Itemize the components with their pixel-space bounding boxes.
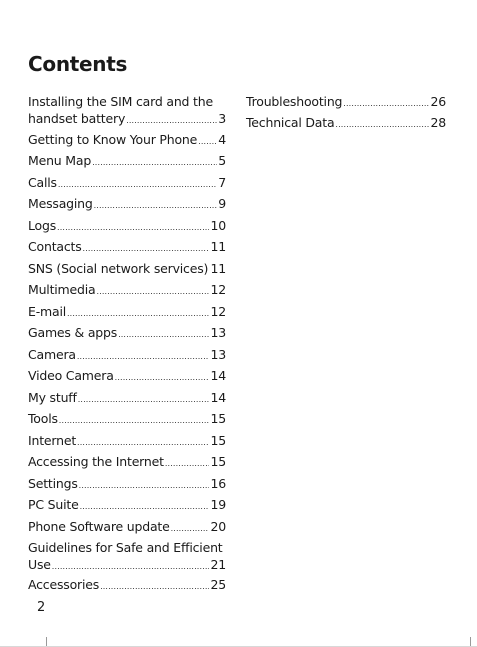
leader-dots [335, 116, 429, 133]
toc-entry[interactable] [28, 281, 226, 300]
toc-entry-page: 10 [210, 218, 226, 233]
toc-entry-page: 15 [210, 454, 226, 469]
leader-dots [80, 498, 210, 515]
toc-entry-label: Settings [28, 476, 78, 491]
page-number: 2 [37, 600, 46, 615]
toc-entry-page: 12 [210, 282, 226, 297]
toc-entry[interactable] [28, 518, 226, 537]
leader-dots [67, 305, 209, 322]
toc-entry-page: 14 [210, 368, 226, 383]
toc-entry-label: PC Suite [28, 497, 79, 512]
toc-entry[interactable] [28, 238, 226, 257]
toc-entry-label: Accessories [28, 577, 100, 592]
toc-entry-page: 13 [210, 347, 226, 362]
toc-entry[interactable] [28, 389, 226, 408]
toc-entry-page: 26 [430, 94, 446, 109]
leader-dots [118, 326, 209, 343]
toc-entry-label: handset battery [28, 111, 126, 126]
leader-dots [100, 578, 209, 595]
toc-entry[interactable] [28, 496, 226, 515]
toc-entry-page: 21 [210, 557, 226, 572]
toc-entry-label: Getting to Know Your Phone [28, 132, 198, 147]
toc-entry[interactable] [28, 367, 226, 386]
toc-entry-label: Camera [28, 347, 76, 362]
leader-dots [77, 434, 209, 451]
leader-dots [58, 176, 217, 193]
page-title: Contents [28, 52, 128, 76]
toc-entry-label: Games & apps [28, 325, 118, 340]
toc-entry-label-line1: Installing the SIM card and the [28, 94, 213, 109]
leader-dots [343, 95, 429, 112]
toc-entry-page: 12 [210, 304, 226, 319]
toc-entry-page: 15 [210, 433, 226, 448]
leader-dots [92, 154, 217, 171]
leader-dots [52, 558, 210, 575]
toc-entry[interactable] [28, 539, 226, 575]
toc-entry-page: 9 [218, 196, 226, 211]
toc-entry-label: Calls [28, 175, 57, 190]
toc-entry-page: 11 [210, 239, 226, 254]
toc-entry-page: 3 [218, 111, 226, 126]
leader-dots [97, 283, 210, 300]
leader-dots [79, 477, 210, 494]
toc-entry-label: Phone Software update [28, 519, 170, 534]
leader-dots [57, 219, 209, 236]
toc-entry[interactable] [28, 260, 226, 279]
leader-dots [165, 455, 210, 472]
toc-entry-page: 20 [210, 519, 226, 534]
toc-entry[interactable] [28, 93, 226, 129]
leader-dots [126, 112, 217, 129]
toc-entry[interactable] [28, 453, 226, 472]
toc-entry[interactable] [28, 174, 226, 193]
toc-entry[interactable] [28, 152, 226, 171]
leader-dots [115, 369, 210, 386]
leader-dots [198, 133, 217, 150]
leader-dots [59, 412, 210, 429]
toc-entry-page: 15 [210, 411, 226, 426]
toc-entry-label: Troubleshooting [246, 94, 343, 109]
toc-entry-page: 13 [210, 325, 226, 340]
toc-entry-label: Video Camera [28, 368, 114, 383]
toc-entry-label-line1: Guidelines for Safe and Efficient [28, 540, 223, 555]
toc-entry-label: Use [28, 557, 51, 572]
toc-entry-label: Technical Data [246, 115, 335, 130]
toc-entry[interactable] [28, 410, 226, 429]
toc-entry-label: Internet [28, 433, 77, 448]
toc-entry-page: 28 [430, 115, 446, 130]
toc-entry[interactable] [28, 432, 226, 451]
leader-dots [94, 197, 218, 214]
toc-entry-page: 7 [218, 175, 226, 190]
toc-entry[interactable] [246, 93, 446, 112]
leader-dots [78, 391, 210, 408]
toc-entry-page: 16 [210, 476, 226, 491]
toc-entry-label: Messaging [28, 196, 93, 211]
toc-entry[interactable] [28, 576, 226, 595]
leader-dots [171, 520, 210, 537]
leader-dots [83, 240, 210, 257]
toc-entry[interactable] [28, 346, 226, 365]
toc-entry-label: Tools [28, 411, 58, 426]
toc-entry[interactable] [246, 114, 446, 133]
toc-entry[interactable] [28, 217, 226, 236]
toc-entry[interactable] [28, 195, 226, 214]
leader-dots [77, 348, 210, 365]
toc-entry-label: My stuff [28, 390, 77, 405]
toc-entry-page: 5 [218, 153, 226, 168]
toc-entry-label: Menu Map [28, 153, 92, 168]
toc-entry-label: Accessing the Internet [28, 454, 164, 469]
toc-entry[interactable] [28, 131, 226, 150]
toc-entry-label: Contacts [28, 239, 82, 254]
toc-entry[interactable] [28, 303, 226, 322]
toc-entry[interactable] [28, 475, 226, 494]
toc-entry-page: 14 [210, 390, 226, 405]
toc-entry-page: 19 [210, 497, 226, 512]
toc-entry-page: 11 [210, 261, 226, 276]
toc-entry-label: Multimedia [28, 282, 96, 297]
toc-entry-label: SNS (Social network services) [28, 261, 209, 276]
toc-entry[interactable] [28, 324, 226, 343]
toc-entry-label: E-mail [28, 304, 66, 319]
toc-entry-page: 4 [218, 132, 226, 147]
toc-entry-page: 25 [210, 577, 226, 592]
toc-entry-label: Logs [28, 218, 57, 233]
